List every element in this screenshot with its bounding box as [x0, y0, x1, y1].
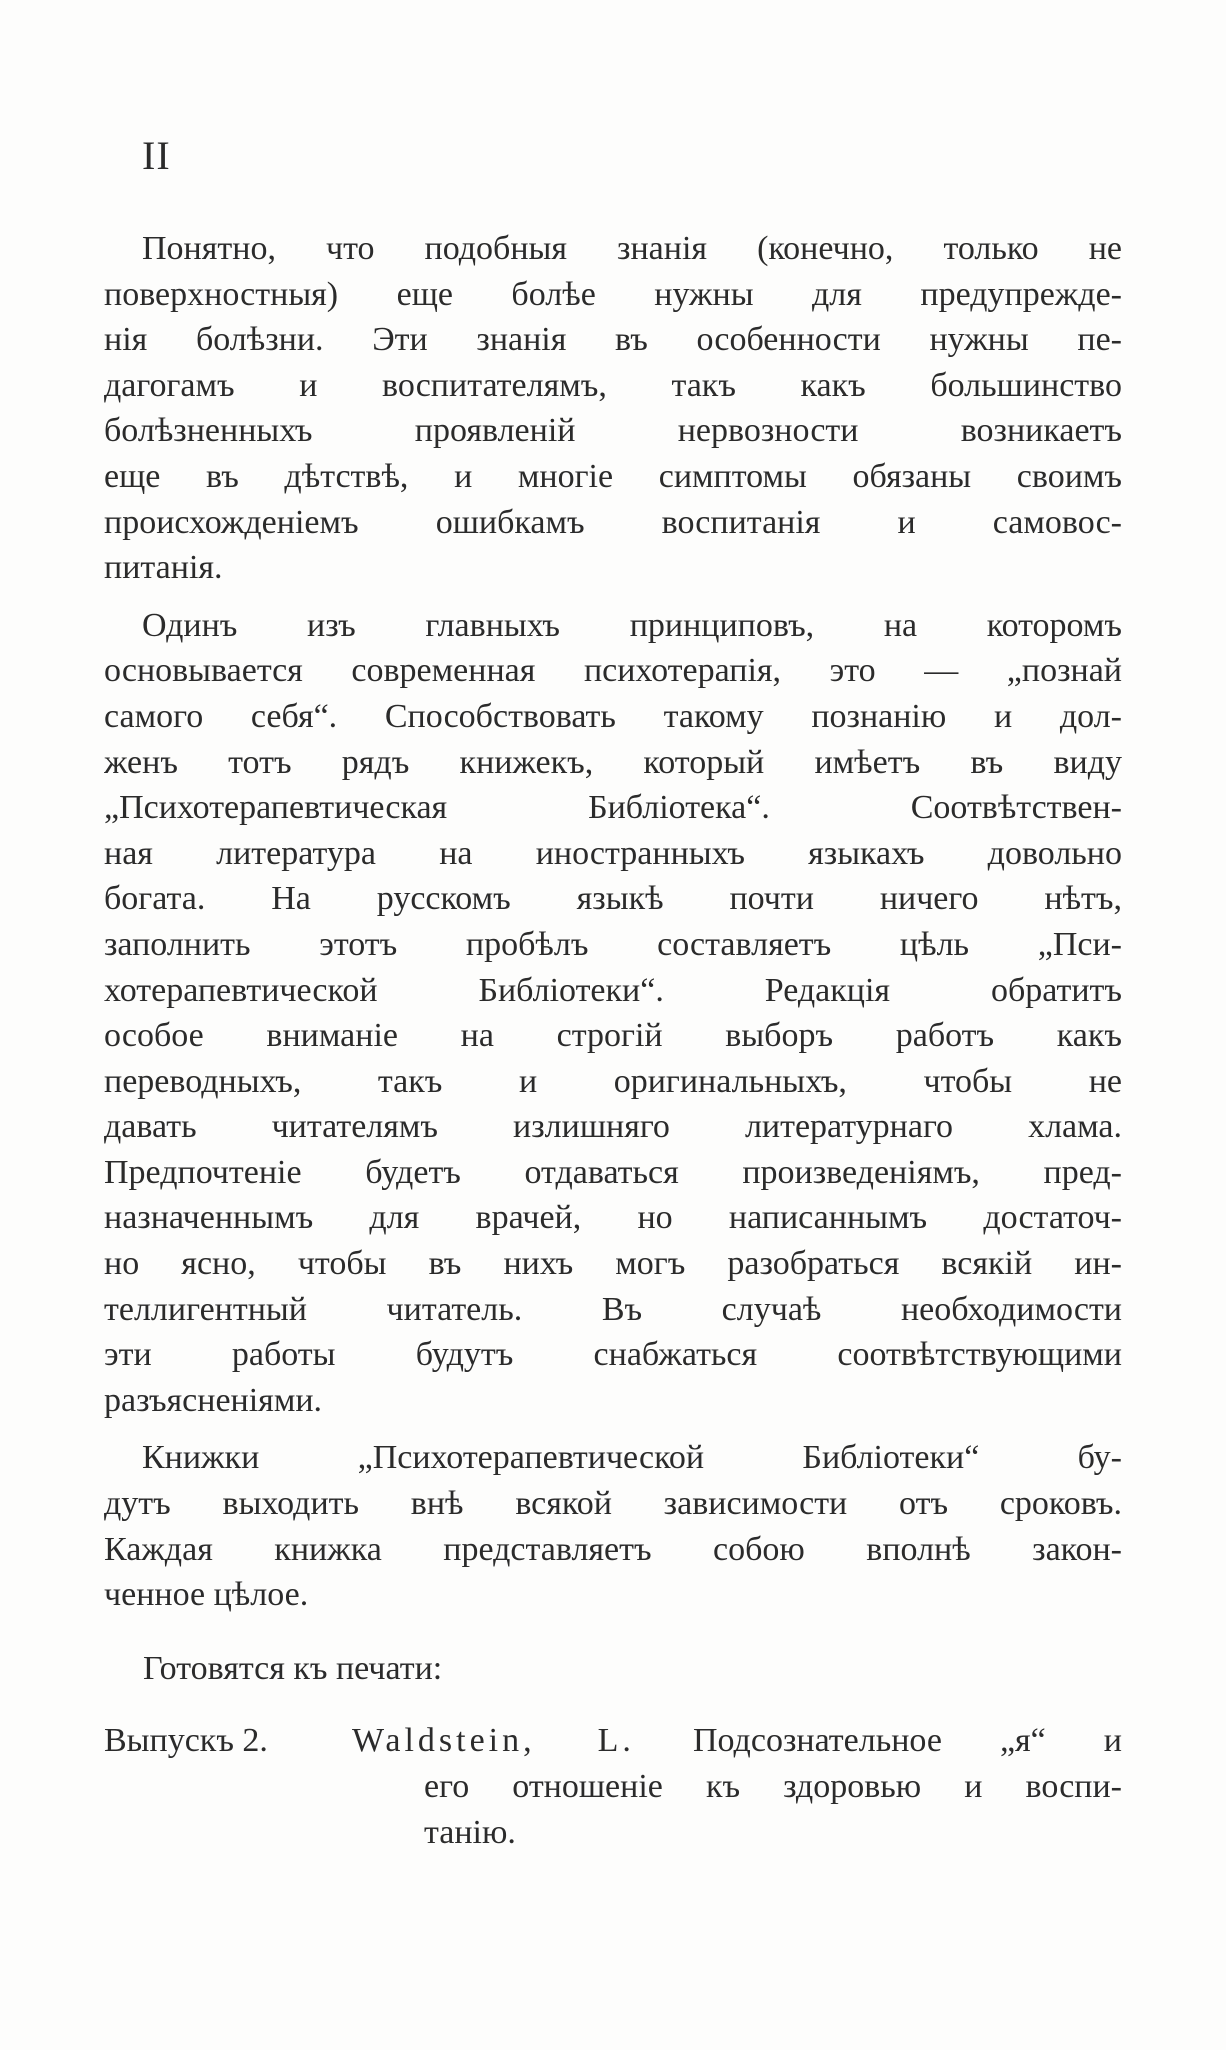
text-line: назначеннымъ для врачей, но написаннымъ достаточ- — [104, 1199, 1122, 1237]
text-line: нія болѣзни. Эти знанія въ особенности нужны пе- — [104, 321, 1122, 359]
text-line: болѣзненныхъ проявленій нервозности возникаетъ — [104, 412, 1122, 450]
paragraph-1 — [104, 226, 1122, 591]
text-line: питанія. — [104, 549, 223, 587]
text-line: происхожденіемъ ошибкамъ воспитанія и самовос- — [104, 503, 1122, 541]
text-line: Каждая книжка представляетъ собою вполнѣ закон- — [104, 1530, 1122, 1568]
text-line: женъ тотъ рядъ книжекъ, который имѣетъ въ виду — [104, 743, 1122, 781]
text-line: Одинъ изъ главныхъ принциповъ, на которомъ — [142, 606, 1122, 644]
upcoming-heading: Готовятся къ печати: — [143, 1650, 443, 1687]
text-line: переводныхъ, такъ и оригинальныхъ, чтобы не — [104, 1062, 1122, 1100]
text-line: дутъ выходить внѣ всякой зависимости отъ сроковъ. — [104, 1485, 1122, 1523]
text-line: „Психотерапевтическая Библіотека“. Соотвѣтствен- — [104, 789, 1122, 827]
text-line: самого себя“. Способствовать такому познанію и дол- — [104, 697, 1122, 735]
text-line: разъясненіями. — [104, 1381, 323, 1419]
paragraph-2 — [104, 603, 1122, 1424]
text-line: эти работы будутъ снабжаться соотвѣтствующими — [104, 1336, 1122, 1374]
text-line: дагогамъ и воспитателямъ, такъ какъ большинство — [104, 366, 1122, 404]
text-line: Книжки „Психотерапевтической Библіотеки“ бу- — [142, 1439, 1122, 1477]
text-line: но ясно, чтобы въ нихъ могъ разобраться всякій ин- — [104, 1245, 1122, 1283]
text-line: поверхностныя) еще болѣе нужны для предупрежде- — [104, 275, 1122, 313]
text-line: Предпочтеніе будетъ отдаваться произведеніямъ, пред- — [104, 1153, 1122, 1191]
issue-title-continuation — [424, 1764, 1122, 1856]
page-number: II — [142, 133, 171, 178]
text-line: давать читателямъ излишняго литературнаго хлама. — [104, 1108, 1122, 1146]
paragraph-3 — [104, 1435, 1122, 1617]
text-line: его отношеніе къ здоровью и воспи- — [424, 1768, 1122, 1805]
issue-title: Подсознательное „я“ и — [692, 1722, 1123, 1759]
text-line: ная литература на иностранныхъ языкахъ довольно — [104, 834, 1122, 872]
text-line: ченное цѣлое. — [104, 1576, 309, 1614]
text-line: основывается современная психотерапія, это — „познай — [104, 652, 1122, 690]
issue-label: Выпускъ 2. — [104, 1722, 268, 1759]
text-line: теллигентный читатель. Въ случаѣ необходимости — [104, 1290, 1122, 1328]
text-line: заполнить этотъ пробѣлъ составляетъ цѣль „Пси- — [104, 925, 1122, 963]
body-text — [104, 226, 1122, 1618]
text-line: танію. — [424, 1814, 516, 1851]
issue-author: Waldstein, L. — [352, 1722, 635, 1759]
text-line: хотерапевтической Библіотеки“. Редакція обратитъ — [104, 971, 1122, 1009]
text-line: Понятно, что подобныя знанія (конечно, только не — [142, 230, 1122, 267]
text-line: еще въ дѣтствѣ, и многіе симптомы обязаны своимъ — [104, 457, 1122, 495]
text-line: особое вниманіе на строгій выборъ работъ какъ — [104, 1017, 1122, 1055]
issue-first-line — [352, 1718, 1122, 1764]
text-line: богата. На русскомъ языкѣ почти ничего нѣтъ, — [104, 880, 1122, 918]
